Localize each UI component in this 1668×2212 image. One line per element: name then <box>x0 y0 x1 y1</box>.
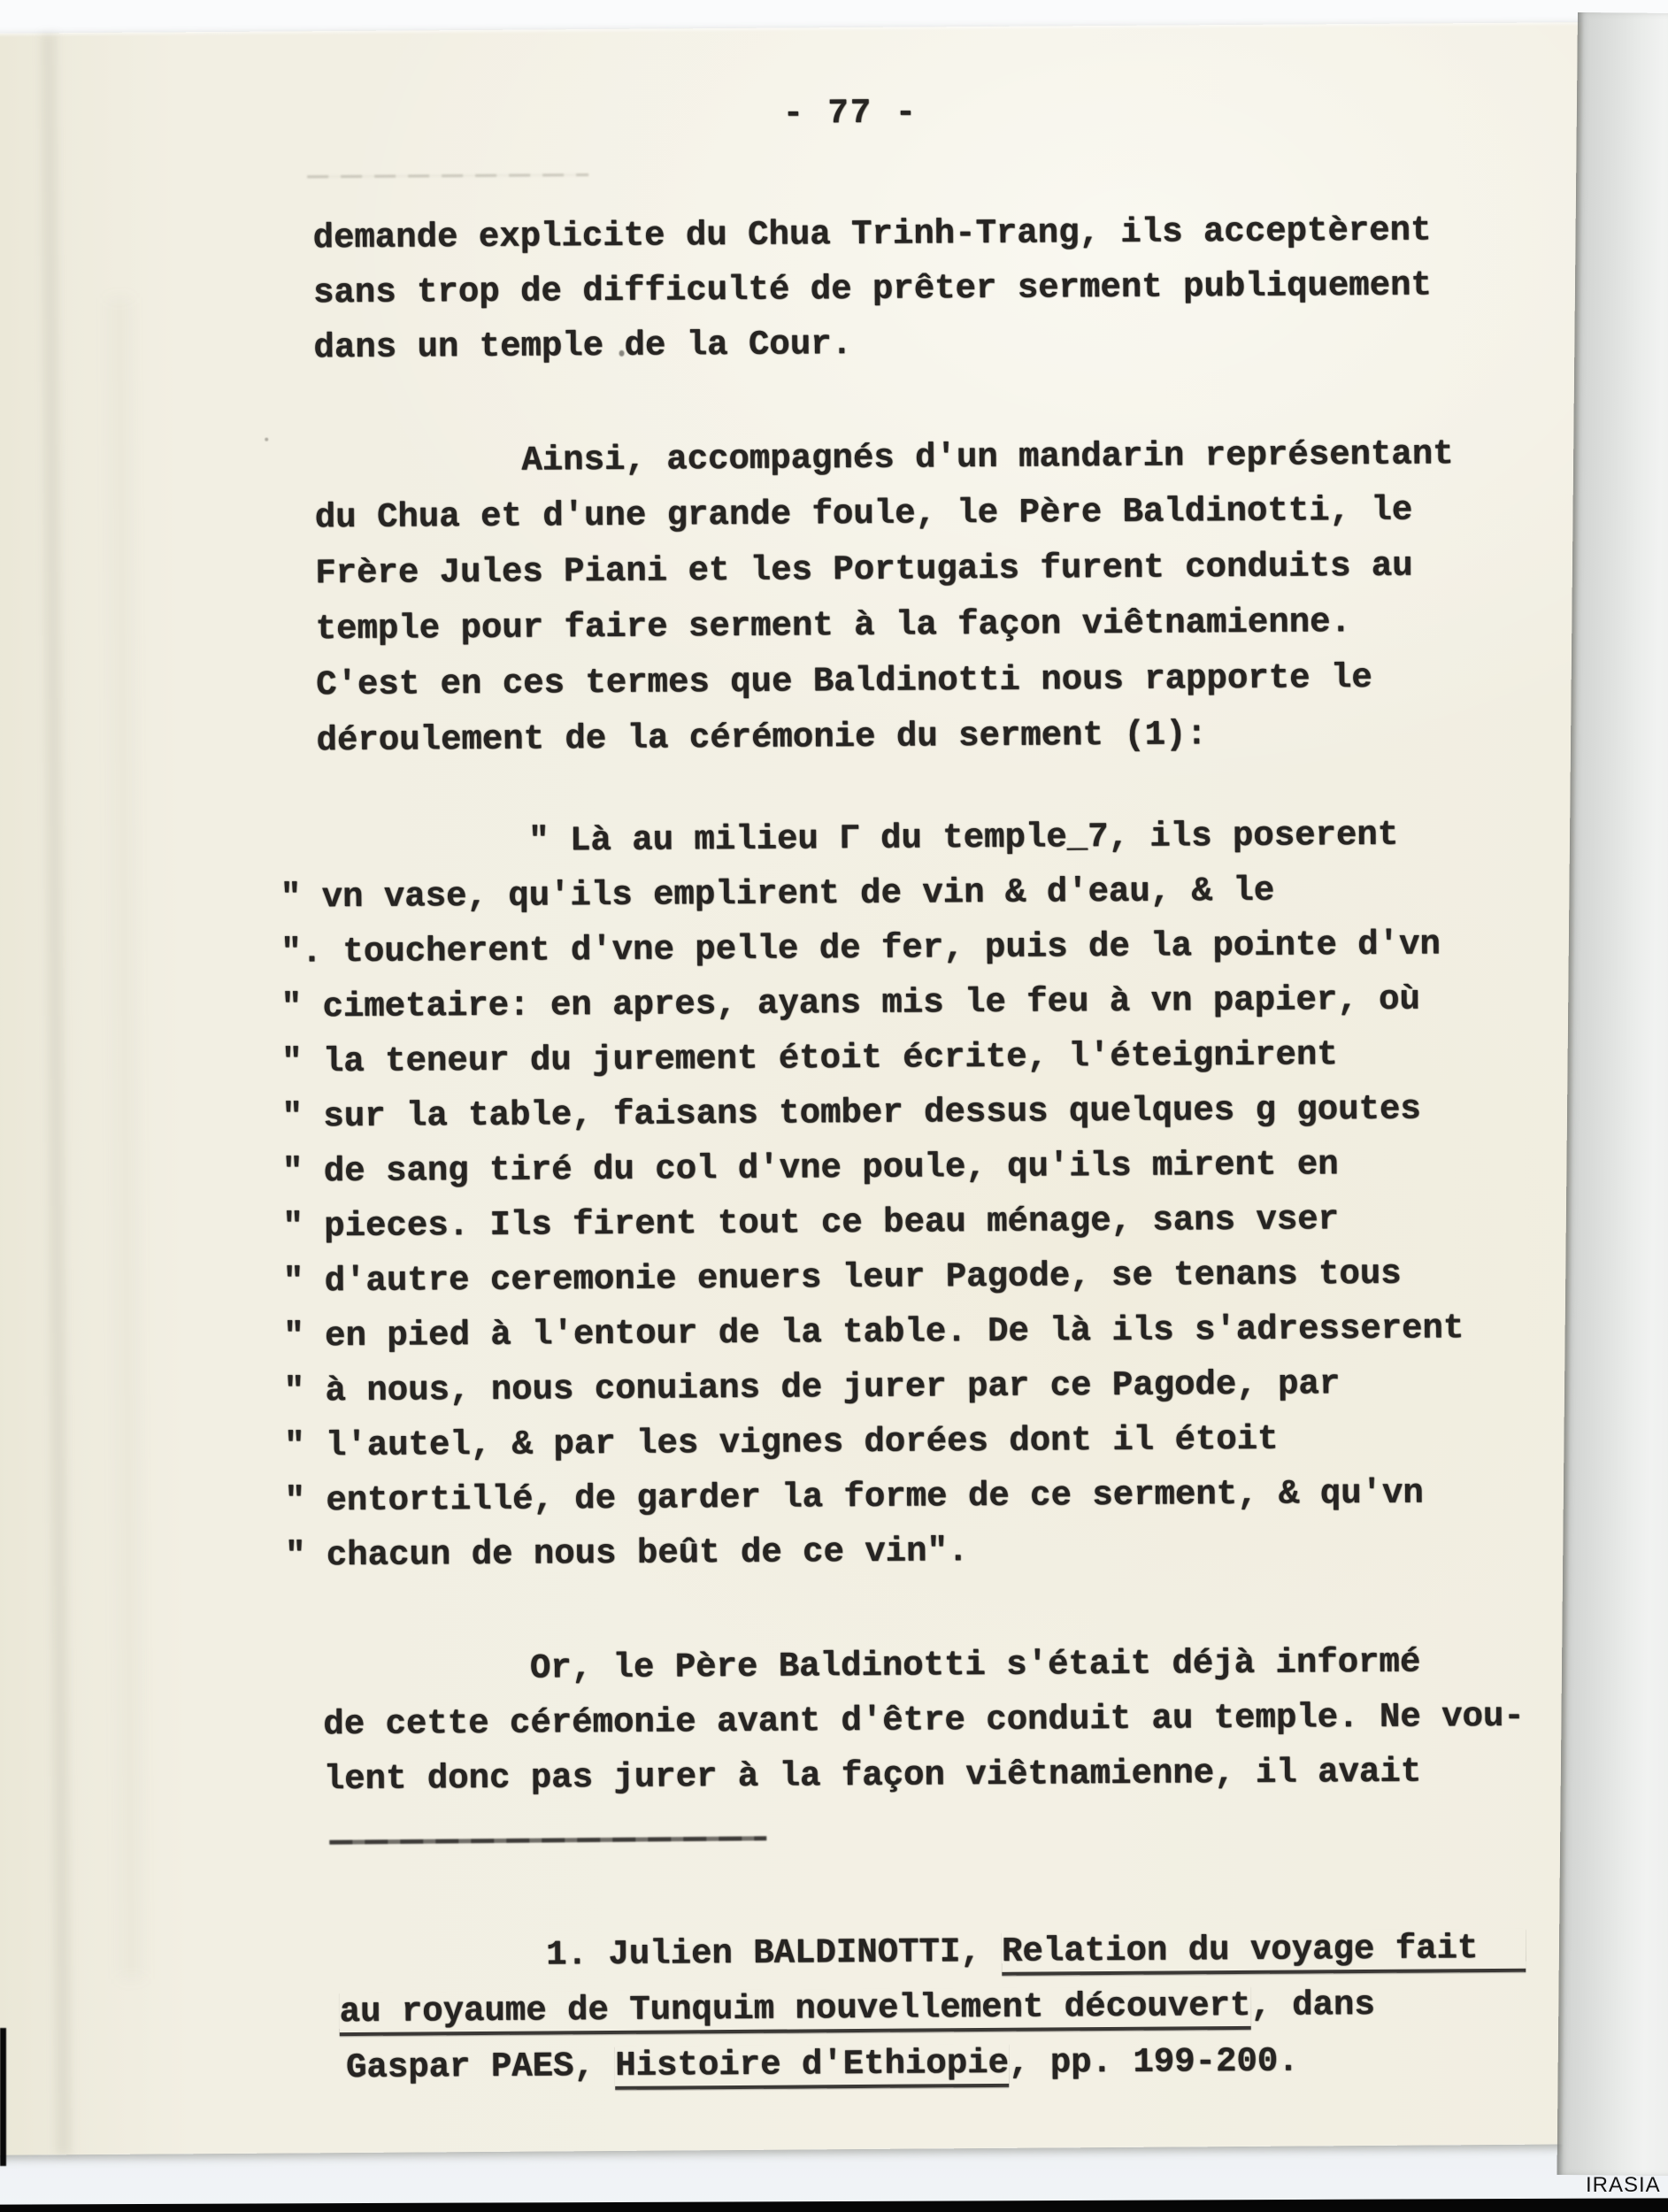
page-content <box>0 22 1648 2155</box>
paragraph-ainsi: Ainsi, accompagnés d'un mandarin représentant du Chua et d'une grande foule, le Père Baldinotti, le Frère Jules Piani et les Portugais furent conduits au temple pour faire serment à la façon viêtnamienne. C'est en ces termes que Baldinotti nous rapporte le déroulement de la cérémonie du serment (1): <box>314 434 1454 761</box>
scanner-left-bar <box>0 2028 6 2166</box>
footnote-line-3 <box>346 2039 1299 2091</box>
block-quote-baldinotti: " Là au milieu Γ du temple_7, ils poserent " vn vase, qu'ils emplirent de vin & d'eau, & le ". toucherent d'vne pelle de fer, puis de la pointe d'vn " cimetaire: en apres, ayans mis le feu à vn papier, où " la teneur du jurement étoit écrite, l'éteignirent " sur la table, faisans tomber dessus quelques g goutes " de sang tiré du col d'vne poule, qu'ils mirent en " pieces. Ils firent tout ce beau ménage, sans vser " d'autre ceremonie enuers leur Pagode, se tenans tous " en pied à l'entour de la table. De là ils s'adresserent " à nous, nous conuians de jurer par ce Pagode, par " l'autel, & par les vignes dorées dont il étoit " entortillé, de garder la forme de ce serment, & qu'vn " chacun de nous beût de ce vin". <box>280 815 1464 1576</box>
scan-faded-mark <box>307 173 588 178</box>
footnote-separator <box>329 1836 766 1844</box>
scan-fold-streak <box>41 33 72 2154</box>
scanner-bottom-bar <box>0 2198 1668 2212</box>
paragraph-continuation: demande explicite du Chua Trinh-Trang, ils acceptèrent sans trop de difficulté de prêter serment publiquement dans un temple de la Cour. <box>312 211 1432 368</box>
scan-ink-speck-2 <box>265 438 268 442</box>
footnote-3-suffix: , pp. 199-200. <box>1008 2041 1299 2083</box>
footnote-2-suffix: , dans <box>1250 1985 1375 2025</box>
page-number: - 77 - <box>782 93 919 134</box>
paragraph-or: Or, le Père Baldinotti s'était déjà informé de cette cérémonie avant d'être conduit au temple. Ne vou- lent donc pas jurer à la façon viêtnamienne, il avait <box>322 1642 1525 1800</box>
footnote-3-prefix: Gaspar PAES, <box>345 2046 616 2088</box>
footnote-line-2 <box>339 1983 1375 2034</box>
scan-watermark-label: IRASIA <box>1586 2173 1661 2197</box>
footnote-2-title-underlined: au royaume de Tunquim nouvellement découvert <box>339 1986 1250 2036</box>
footnote-1-prefix: 1. Julien BALDINOTTI, <box>339 1932 1003 1977</box>
footnote-1-title-underlined: Relation du voyage fait <box>1002 1929 1526 1976</box>
footnote-3-title-underlined: Histoire d'Ethiopie <box>615 2044 1009 2090</box>
page-sheet <box>0 22 1601 2155</box>
footnote-line-1 <box>339 1926 1526 1978</box>
scan-fold-streak-2 <box>108 298 142 1979</box>
